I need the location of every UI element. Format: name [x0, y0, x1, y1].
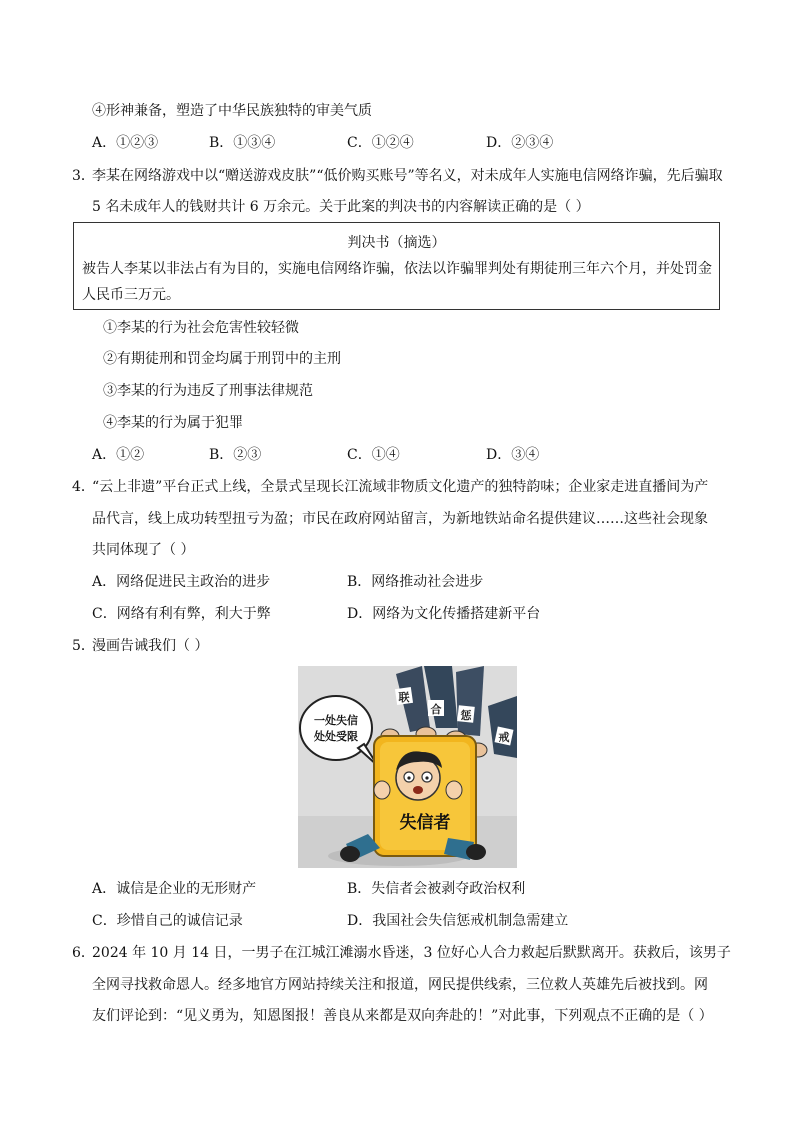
- q3-option-c[interactable]: C．①④: [347, 447, 400, 463]
- q6-stem-line3: 友们评论到：“见义勇为，知恩图报！善良从来都是双向奔赴的！”对此事，下列观点不正确的是（ ）: [92, 1008, 713, 1024]
- q3-option-d[interactable]: D．③④: [486, 447, 540, 463]
- q2-option-a[interactable]: A．①②③: [92, 135, 159, 151]
- q5-option-d[interactable]: D．我国社会失信惩戒机制急需建立: [347, 913, 569, 929]
- judgment-box-line1: 被告人李某以非法占有为目的，实施电信网络诈骗，依法以诈骗罪判处有期徒刑三年六个月，并处罚金: [82, 261, 712, 277]
- q4-option-a[interactable]: A．网络促进民主政治的进步: [92, 574, 271, 590]
- q6-stem-line1: 2024 年 10 月 14 日，一男子在江城江滩溺水昏迷，3 位好心人合力救起后默默离开。获救后，该男子: [92, 945, 731, 961]
- bubble-text-line2: 处处受限: [314, 730, 358, 743]
- q6-stem-line2: 全网寻找救命恩人。经多地官方网站持续关注和报道，网民提供线索，三位救人英雄先后被找到。网: [92, 977, 708, 993]
- arm-label-3: 惩: [460, 709, 472, 722]
- q3-option-b[interactable]: B．②③: [209, 447, 262, 463]
- q5-option-c[interactable]: C．珍惜自己的诚信记录: [92, 913, 243, 929]
- judgment-box-line2: 人民币三万元。: [82, 287, 180, 303]
- q5-number: 5．: [72, 638, 95, 654]
- q4-stem-line3: 共同体现了（ ）: [92, 542, 195, 558]
- q3-item-2: ②有期徒刑和罚金均属于刑罚中的主刑: [103, 351, 341, 367]
- q5-option-b[interactable]: B．失信者会被剥夺政治权利: [347, 881, 526, 897]
- arm-label-4: 戒: [498, 731, 510, 744]
- q3-stem-line1: 李某在网络游戏中以“赠送游戏皮肤”“低价购买账号”等名义，对未成年人实施电信网络诈骗，先后骗取: [92, 168, 723, 184]
- bubble-text-line1: 一处失信: [314, 714, 358, 727]
- q5-stem: 漫画告诫我们（ ）: [92, 638, 209, 654]
- q4-option-b[interactable]: B．网络推动社会进步: [347, 574, 484, 590]
- q2-option-d[interactable]: D．②③④: [486, 135, 554, 151]
- q6-number: 6．: [72, 945, 95, 961]
- q4-number: 4．: [72, 479, 95, 495]
- dishonesty-cartoon: [298, 666, 517, 868]
- q3-item-1: ①李某的行为社会危害性较轻微: [103, 320, 299, 336]
- q2-option-c[interactable]: C．①②④: [347, 135, 414, 151]
- q2-item-4: ④形神兼备，塑造了中华民族独特的审美气质: [92, 103, 372, 119]
- q4-option-c[interactable]: C．网络有利有弊，利大于弊: [92, 606, 271, 622]
- q5-option-a[interactable]: A．诚信是企业的无形财产: [92, 881, 257, 897]
- arm-3: [456, 666, 484, 736]
- q3-number: 3．: [72, 168, 95, 184]
- q3-item-4: ④李某的行为属于犯罪: [103, 415, 243, 431]
- arm-label-1: 联: [398, 691, 410, 704]
- q3-item-3: ③李某的行为违反了刑事法律规范: [103, 383, 313, 399]
- q4-option-d[interactable]: D．网络为文化传播搭建新平台: [347, 606, 541, 622]
- board-label: 失信者: [399, 813, 451, 833]
- arm-label-2: 合: [430, 703, 442, 716]
- judgment-box-title: 判决书（摘选）: [347, 235, 446, 251]
- judgment-box: [73, 222, 720, 310]
- q3-stem-line2: 5 名未成年人的钱财共计 6 万余元。关于此案的判决书的内容解读正确的是（ ）: [92, 199, 590, 215]
- q4-stem-line1: “云上非遗”平台正式上线，全景式呈现长江流域非物质文化遗产的独特韵味；企业家走进直播间为产: [92, 479, 709, 495]
- q2-option-b[interactable]: B．①③④: [209, 135, 276, 151]
- q3-option-a[interactable]: A．①②: [92, 447, 145, 463]
- q4-stem-line2: 品代言，线上成功转型扭亏为盈；市民在政府网站留言，为新地铁站命名提供建议……这些社会现象: [92, 511, 708, 527]
